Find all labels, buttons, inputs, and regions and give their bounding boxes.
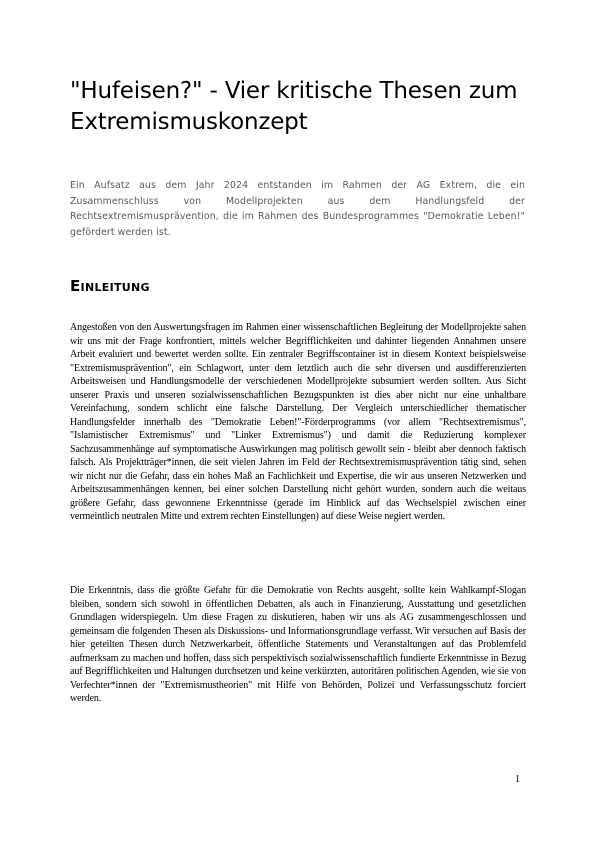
document-title: "Hufeisen?" - Vier kritische Thesen zum Extremismuskonzept xyxy=(70,78,518,135)
section-heading: Einleitung xyxy=(70,277,150,295)
document-subtitle: Ein Aufsatz aus dem Jahr 2024 entstanden im Rahmen der AG Extrem, die ein Zusammenschluss von Modellprojekten aus dem Handlungsfeld der Rechtsextremismusprävention, die im Rahmen des Bundesprogrammes "Demokratie Leben!" gefördert werden ist. xyxy=(70,180,525,238)
body-paragraph-2: Die Erkenntnis, dass die größte Gefahr für die Demokratie von Rechts ausgeht, sollte kein Wahlkampf-Slogan bleiben, sondern sich sowohl in öffentlichen Debatten, als auch in Finanzierung, Ausstattung und gesetzlichen Grundlagen widerspiegeln. Um diese Fragen zu diskutieren, haben wir uns als AG zusammengeschlossen und gemeinsam die folgenden Thesen als Diskussions- und Informationsgrundlage verfasst. Wir versuchen auf Basis der hier geteilten Thesen durch Netzwerkarbeit, öffentliche Statements und Veranstaltungen auf das Problemfeld aufmerksam zu machen und hoffen, dass sich perspektivisch sozialwissenschaftlich fundierte Erkenntnisse in Bezug auf Begrifflichkeiten und Haltungen durchsetzen und keine verkürzten, autoritären politischen Agenden, wie sie von Verfechter*innen der "Extremismustheorien" mit Hilfe von Behörden, Polizei und Verfassungsschutz forciert werden. xyxy=(70,585,526,704)
body-paragraph-1: Angestoßen von den Auswertungsfragen im Rahmen einer wissenschaftlichen Begleitung der Modellprojekte sahen wir uns mit der Frage konfrontiert, mittels welcher Begrifflichkeiten und dahinter liegenden Annahmen unsere Arbeit evaluiert und bewertet werden sollte. Ein zentraler Begriffscontainer ist in diesem Kontext beispielsweise "Extremismusprävention", ein Schlagwort, unter dem letztlich auch die sehr diversen und ausdifferenzierten Arbeitsweisen und Handlungsmodelle der verschiedenen Modellprojekte subsumiert werden sollten. Aus Sicht unserer Praxis und unseren sozialwissenschaftlichen Bezugspunkten ist dies aber nicht nur eine unhaltbare Vereinfachung, sondern schlicht eine falsche Darstellung. Der Vergleich unterschiedlicher thematischer Handlungsfelder innerhalb des "Demokratie Leben!"-Förderprogramms (vor allem "Rechtsextremismus", "Islamistischer Extremismus" und "Linker Extremismus") und damit die Reduzierung komplexer Sachzusammenhänge auf symptomatische Auswirkungen mag politisch gewollt sein - bleibt aber dennoch faktisch falsch. Als Projektträger*innen, die seit vielen Jahren im Feld der Rechtsextremismusprävention tätig sind, sehen wir nicht nur die Gefahr, dass ein hohes Maß an Fachlichkeit und Expertise, die wir aus unseren Netzwerken und Arbeitszusammenhängen kennen, bei einer solchen Darstellung nicht gehört wurden, sondern auch die weitaus größere Gefahr, dass gewonnene Erkenntnisse (gerade im Hinblick auf das Wechselspiel zwischen einer vermeintlich neutralen Mitte und extrem rechten Einstellungen) auf diese Weise negiert werden. xyxy=(70,322,526,522)
page-number: 1 xyxy=(515,774,520,785)
